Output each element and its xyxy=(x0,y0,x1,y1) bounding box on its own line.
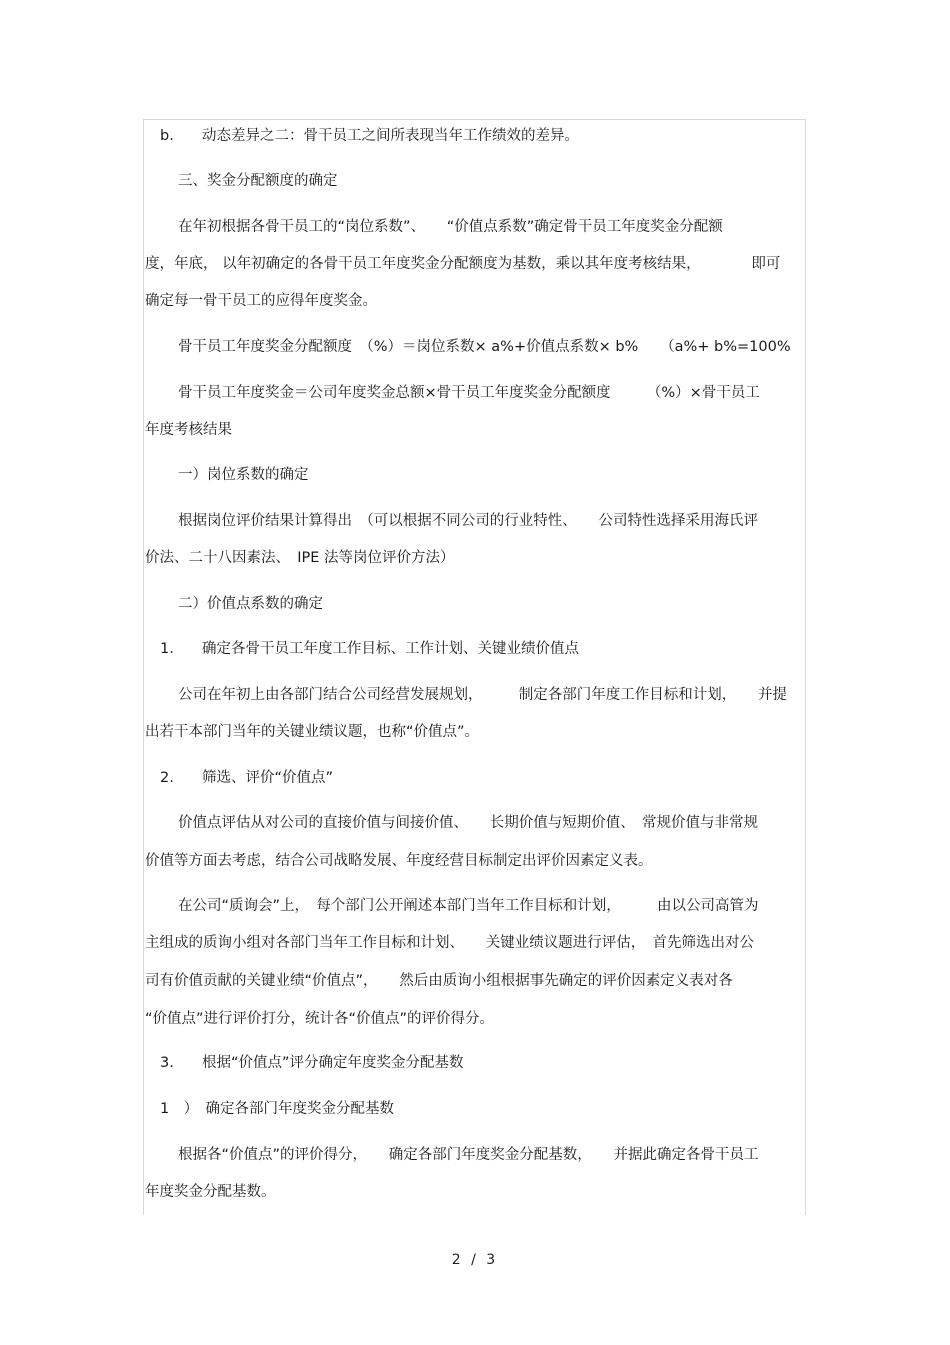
list-number: 1. xyxy=(160,641,174,657)
paragraph-text: 动态差异之二：骨干员工之间所表现当年工作绩效的差异。 xyxy=(202,128,579,144)
list-number: 2. xyxy=(160,770,174,786)
subsection-heading: 一）岗位系数的确定 xyxy=(178,467,309,483)
list-item xyxy=(160,640,579,658)
paragraph-line: 根据各“价值点”的评价得分， 确定各部门年度奖金分配基数， 并据此确定各骨干员工 xyxy=(178,1147,759,1163)
list-text: 筛选、评价“价值点” xyxy=(202,770,334,786)
formula-line: 骨干员工年度奖金＝公司年度奖金总额×骨干员工年度奖金分配额度 （%）×骨干员工 xyxy=(178,385,760,401)
paragraph-line: 价法、二十八因素法、 IPE 法等岗位评价方法） xyxy=(145,550,455,566)
subsection-heading: 二）价值点系数的确定 xyxy=(178,596,323,612)
paragraph-line: 在公司“质询会”上， 每个部门公开阐述本部门当年工作目标和计划， 由以公司高管为 xyxy=(178,898,759,914)
page-number: 2 / 3 xyxy=(451,1252,499,1268)
section-heading: 三、奖金分配额度的确定 xyxy=(178,173,338,189)
paragraph-line: 确定每一骨干员工的应得年度奖金。 xyxy=(145,293,377,309)
paragraph-line: 公司在年初上由各部门结合公司经营发展规划， 制定各部门年度工作目标和计划， 并提 xyxy=(178,687,787,703)
page-frame xyxy=(143,119,806,1215)
paragraph-line: 度，年底， 以年初确定的各骨干员工年度奖金分配额度为基数，乘以其年度考核结果， 即可 xyxy=(145,256,781,272)
paragraph-line: 司有价值贡献的关键业绩“价值点”， 然后由质询小组根据事先确定的评价因素定义表对各 xyxy=(145,973,733,989)
list-text: 根据“价值点”评分确定年度奖金分配基数 xyxy=(202,1055,464,1071)
paragraph-line: 价值点评估从对公司的直接价值与间接价值、 长期价值与短期价值、 常规价值与非常规 xyxy=(178,815,758,831)
list-text: 确定各骨干员工年度工作目标、工作计划、关键业绩价值点 xyxy=(202,641,579,657)
list-item xyxy=(160,1054,464,1072)
paragraph-line: 出若干本部门当年的关键业绩议题，也称“价值点”。 xyxy=(145,724,480,740)
paragraph-line: 根据岗位评价结果计算得出 （可以根据不同公司的行业特性、 公司特性选择采用海氏评 xyxy=(178,513,758,529)
paragraph-line: 价值等方面去考虑，结合公司战略发展、年度经营目标制定出评价因素定义表。 xyxy=(145,853,653,869)
formula-line: 骨干员工年度奖金分配额度 （%）＝岗位系数× a%+价值点系数× b% （a%+ b%=100% xyxy=(178,339,791,355)
paragraph-line: 在年初根据各骨干员工的“岗位系数”、 “价值点系数”确定骨干员工年度奖金分配额 xyxy=(178,219,723,235)
formula-line: 年度考核结果 xyxy=(145,422,232,438)
sub-list-item: 1 ） 确定各部门年度奖金分配基数 xyxy=(160,1101,394,1117)
list-number: b. xyxy=(160,128,174,144)
paragraph-line: 主组成的质询小组对各部门当年工作目标和计划、 关键业绩议题进行评估， 首先筛选出对公 xyxy=(145,935,754,951)
paragraph-line: “价值点”进行评价打分，统计各“价值点”的评价得分。 xyxy=(145,1011,495,1027)
paragraph-line: 年度奖金分配基数。 xyxy=(145,1184,276,1200)
list-item xyxy=(160,127,579,145)
list-item xyxy=(160,769,333,787)
list-number: 3. xyxy=(160,1055,174,1071)
